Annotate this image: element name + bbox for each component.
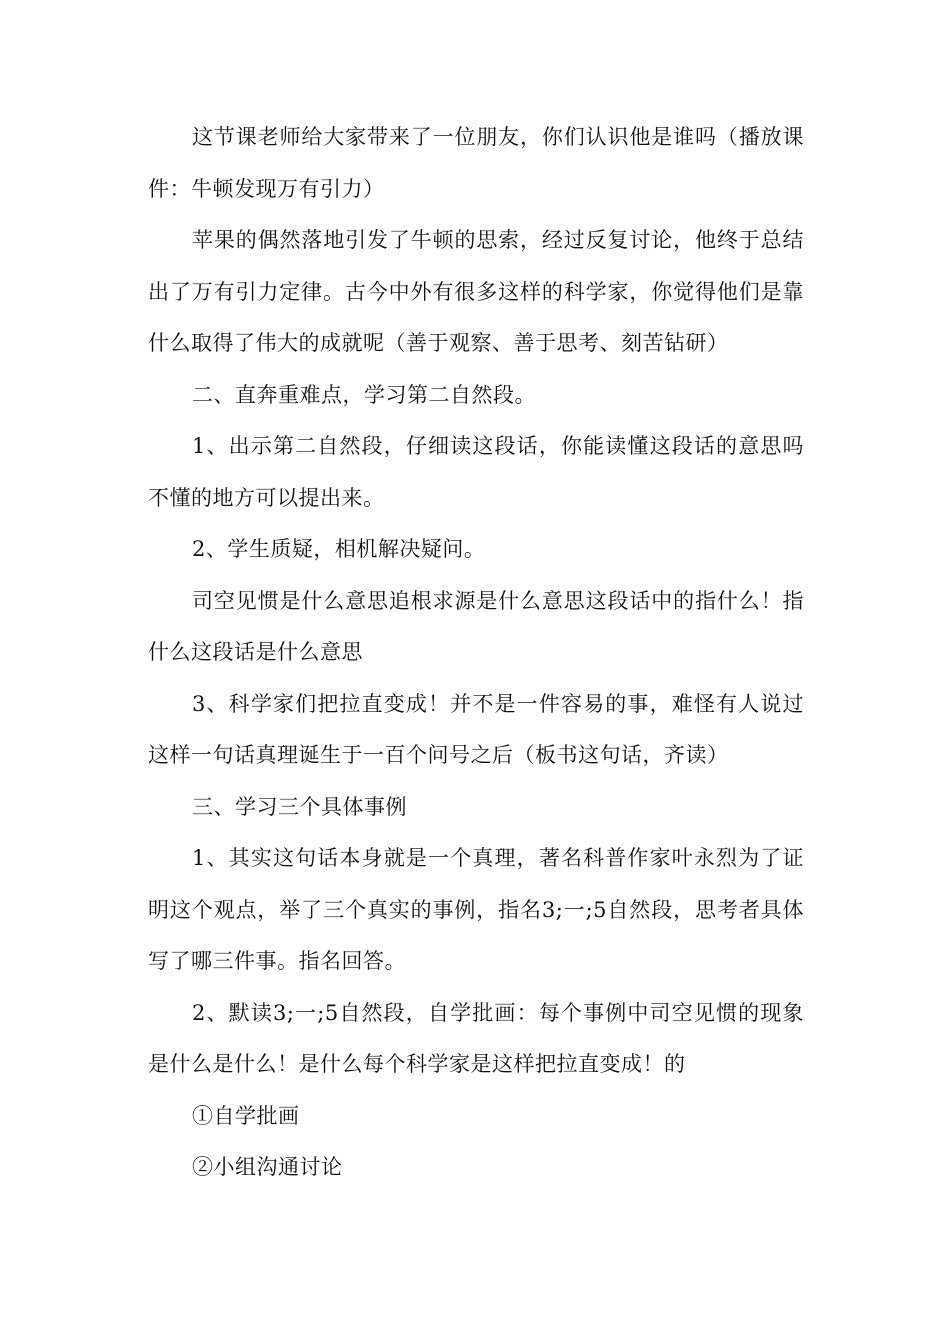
list-item-1: 1、出示第二自然段，仔细读这段话，你能读懂这段话的意思吗不懂的地方可以提出来。 <box>148 434 804 510</box>
sub-item-group-discussion: ②小组沟通讨论 <box>192 1155 343 1179</box>
sub-item-self-study: ①自学批画 <box>192 1103 300 1128</box>
paragraph-questions: 司空见惯是什么意思追根求源是什么意思这段话中的指什么！指什么这段话是什么意思 <box>148 588 804 664</box>
list-item-2: 2、学生质疑，相机解决疑问。 <box>192 537 486 561</box>
list-item-3: 3、科学家们把拉直变成！并不是一件容易的事，难怪有人说过这样一句话真理诞生于一百个问号之后（板书这句话，齐读） <box>148 691 804 767</box>
list-item-examples-1: 1、其实这句话本身就是一个真理，著名科普作家叶永烈为了证明这个观点，举了三个真实的事例，指名3;一;5自然段，思考者具体写了哪三件事。指名回答。 <box>148 846 804 973</box>
section-heading-two: 二、直奔重难点，学习第二自然段。 <box>192 382 536 407</box>
paragraph-newton: 苹果的偶然落地引发了牛顿的思索，经过反复讨论，他终于总结出了万有引力定律。古今中外有很多这样的科学家，你觉得他们是靠什么取得了伟大的成就呢（善于观察、善于思考、刻苦钻研） <box>148 228 804 355</box>
list-item-examples-2: 2、默读3;一;5自然段，自学批画：每个事例中司空见惯的现象是什么是什么！是什么每个科学家是这样把拉直变成！的 <box>148 1000 804 1076</box>
paragraph-intro: 这节课老师给大家带来了一位朋友，你们认识他是谁吗（播放课件：牛顿发现万有引力） <box>148 125 804 201</box>
document-body <box>148 112 804 1194</box>
section-heading-three: 三、学习三个具体事例 <box>192 794 407 819</box>
